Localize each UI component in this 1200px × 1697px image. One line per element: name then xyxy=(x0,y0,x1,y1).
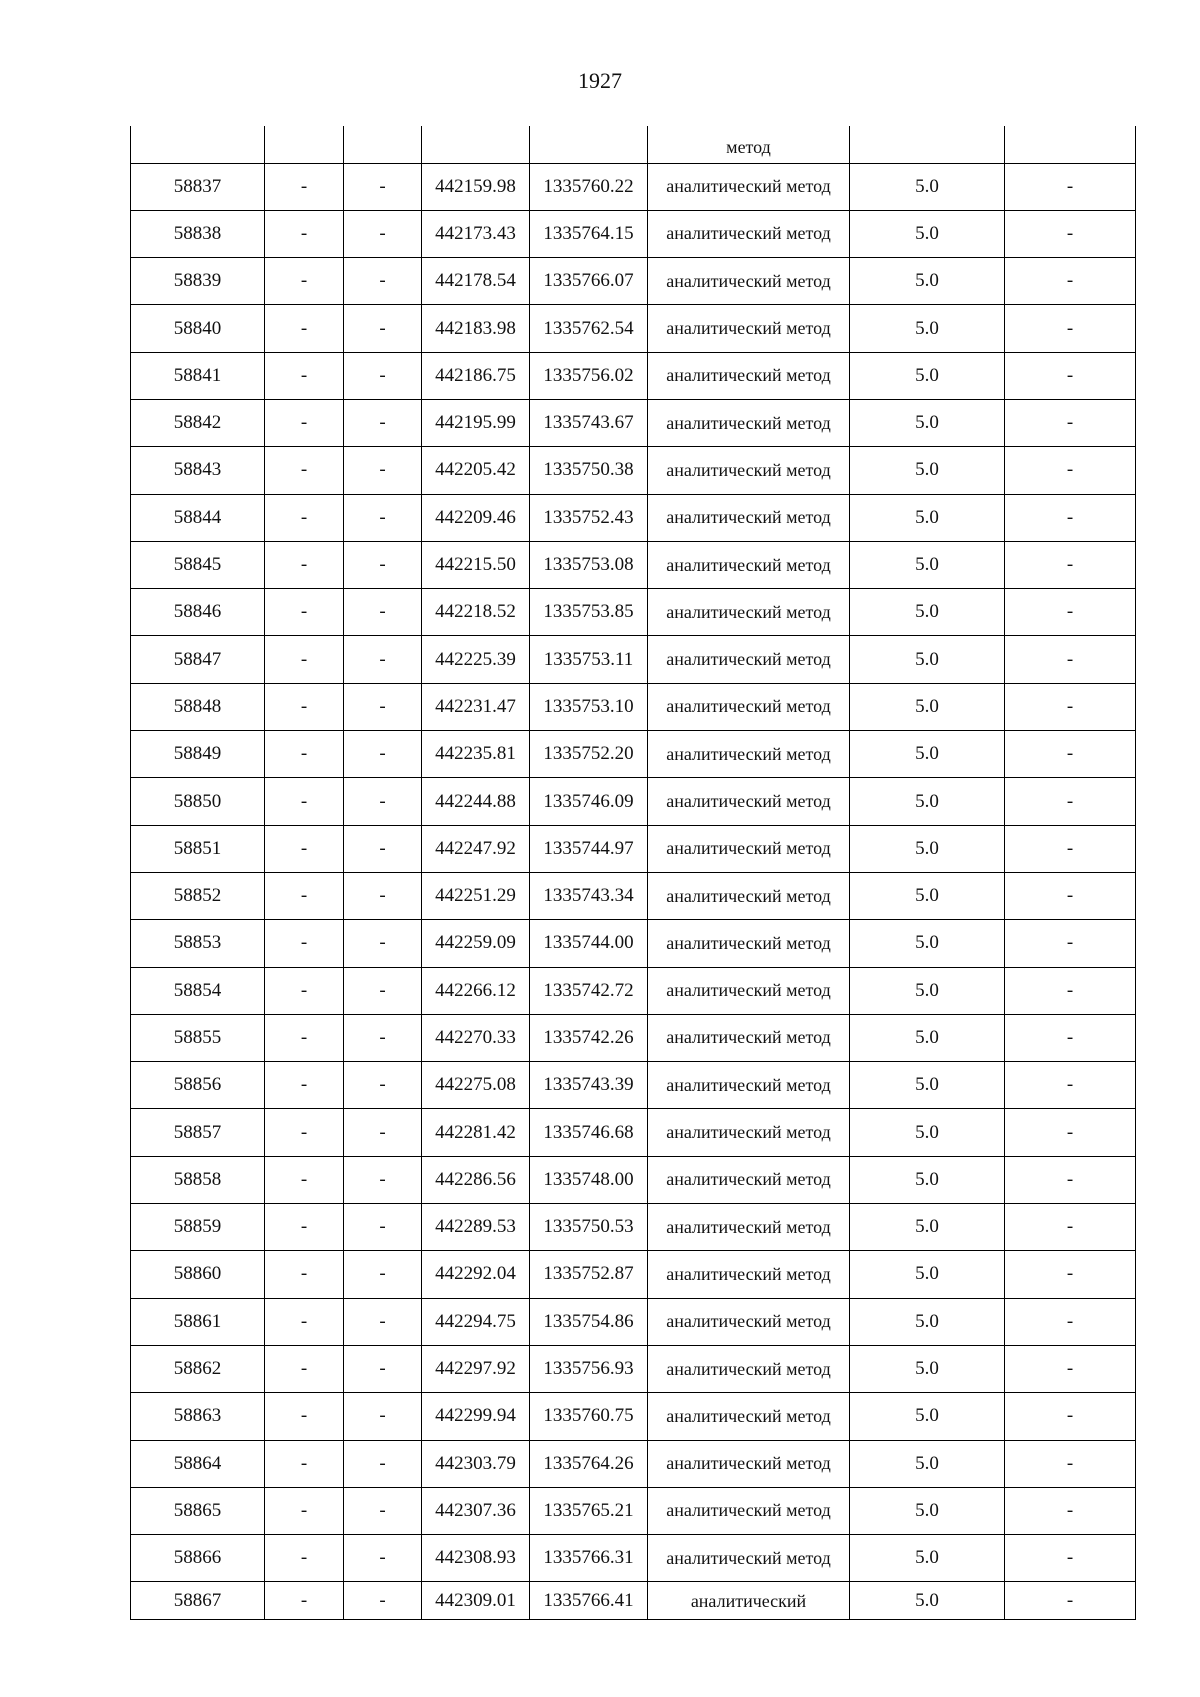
x-coordinate-cell: 442299.94 xyxy=(422,1393,530,1440)
dash-cell: - xyxy=(344,258,422,305)
method-cell: аналитический метод xyxy=(648,163,850,210)
table-row xyxy=(131,1062,1136,1109)
dash-cell: - xyxy=(1005,163,1136,210)
point-id-cell: 58844 xyxy=(131,494,265,541)
y-coordinate-cell: 1335753.08 xyxy=(530,541,648,588)
method-cell: аналитический метод xyxy=(648,589,850,636)
dash-cell: - xyxy=(344,1109,422,1156)
dash-cell: - xyxy=(344,1251,422,1298)
dash-cell: - xyxy=(265,494,344,541)
table-row xyxy=(131,778,1136,825)
dash-cell: - xyxy=(1005,589,1136,636)
x-coordinate-cell: 442286.56 xyxy=(422,1156,530,1203)
point-id-cell: 58866 xyxy=(131,1535,265,1582)
y-coordinate-cell: 1335746.68 xyxy=(530,1109,648,1156)
method-cell: аналитический метод xyxy=(648,731,850,778)
table-row xyxy=(131,1014,1136,1061)
dash-cell: - xyxy=(265,352,344,399)
method-cell: аналитический метод xyxy=(648,1440,850,1487)
accuracy-cell: 5.0 xyxy=(850,1582,1005,1620)
dash-cell: - xyxy=(344,1393,422,1440)
page-number: 1927 xyxy=(578,68,622,93)
dash-cell: - xyxy=(265,541,344,588)
accuracy-cell: 5.0 xyxy=(850,1109,1005,1156)
accuracy-cell: 5.0 xyxy=(850,258,1005,305)
accuracy-cell: 5.0 xyxy=(850,210,1005,257)
x-coordinate-cell: 442225.39 xyxy=(422,636,530,683)
dash-cell: - xyxy=(265,210,344,257)
x-coordinate-cell: 442231.47 xyxy=(422,683,530,730)
dash-cell: - xyxy=(265,1204,344,1251)
dash-cell: - xyxy=(265,163,344,210)
x-coordinate-cell: 442209.46 xyxy=(422,494,530,541)
dash-cell: - xyxy=(1005,920,1136,967)
dash-cell: - xyxy=(1005,1014,1136,1061)
accuracy-cell: 5.0 xyxy=(850,399,1005,446)
accuracy-cell: 5.0 xyxy=(850,1062,1005,1109)
dash-cell: - xyxy=(265,1393,344,1440)
accuracy-cell: 5.0 xyxy=(850,1204,1005,1251)
table-row xyxy=(131,1345,1136,1392)
dash-cell: - xyxy=(1005,305,1136,352)
accuracy-cell: 5.0 xyxy=(850,825,1005,872)
coordinates-table xyxy=(130,126,1136,1620)
table-row xyxy=(131,1204,1136,1251)
dash-cell: - xyxy=(1005,1487,1136,1534)
table-row xyxy=(131,1393,1136,1440)
y-coordinate-cell: 1335760.22 xyxy=(530,163,648,210)
method-cell: аналитический метод xyxy=(648,210,850,257)
dash-cell: - xyxy=(344,683,422,730)
x-coordinate-cell: 442178.54 xyxy=(422,258,530,305)
table-row xyxy=(131,731,1136,778)
dash-cell: - xyxy=(265,778,344,825)
point-id-cell: 58857 xyxy=(131,1109,265,1156)
dash-cell: - xyxy=(344,589,422,636)
dash-cell: - xyxy=(1005,1109,1136,1156)
table-row xyxy=(131,967,1136,1014)
x-coordinate-cell: 442275.08 xyxy=(422,1062,530,1109)
x-coordinate-cell: 442195.99 xyxy=(422,399,530,446)
table-row xyxy=(131,1582,1136,1620)
y-coordinate-cell: 1335742.26 xyxy=(530,1014,648,1061)
method-cell: аналитический метод xyxy=(648,1062,850,1109)
point-id-cell: 58863 xyxy=(131,1393,265,1440)
dash-cell: - xyxy=(1005,1345,1136,1392)
dash-cell: - xyxy=(1005,1156,1136,1203)
point-id-cell: 58840 xyxy=(131,305,265,352)
point-id-cell: 58855 xyxy=(131,1014,265,1061)
dash-cell: - xyxy=(344,825,422,872)
dash-cell: - xyxy=(1005,1204,1136,1251)
table-cell xyxy=(131,126,265,163)
y-coordinate-cell: 1335744.97 xyxy=(530,825,648,872)
point-id-cell: 58856 xyxy=(131,1062,265,1109)
y-coordinate-cell: 1335764.15 xyxy=(530,210,648,257)
point-id-cell: 58861 xyxy=(131,1298,265,1345)
dash-cell: - xyxy=(265,825,344,872)
point-id-cell: 58845 xyxy=(131,541,265,588)
method-cell: аналитический метод xyxy=(648,1393,850,1440)
dash-cell: - xyxy=(265,731,344,778)
dash-cell: - xyxy=(1005,399,1136,446)
method-cell: аналитический метод xyxy=(648,1487,850,1534)
y-coordinate-cell: 1335750.38 xyxy=(530,447,648,494)
y-coordinate-cell: 1335760.75 xyxy=(530,1393,648,1440)
dash-cell: - xyxy=(1005,1535,1136,1582)
x-coordinate-cell: 442205.42 xyxy=(422,447,530,494)
point-id-cell: 58842 xyxy=(131,399,265,446)
dash-cell: - xyxy=(1005,731,1136,778)
dash-cell: - xyxy=(265,258,344,305)
dash-cell: - xyxy=(344,1582,422,1620)
y-coordinate-cell: 1335752.20 xyxy=(530,731,648,778)
point-id-cell: 58859 xyxy=(131,1204,265,1251)
dash-cell: - xyxy=(1005,1582,1136,1620)
x-coordinate-cell: 442251.29 xyxy=(422,872,530,919)
accuracy-cell: 5.0 xyxy=(850,541,1005,588)
x-coordinate-cell: 442183.98 xyxy=(422,305,530,352)
table-row xyxy=(131,541,1136,588)
y-coordinate-cell: 1335753.11 xyxy=(530,636,648,683)
dash-cell: - xyxy=(265,399,344,446)
dash-cell: - xyxy=(344,1156,422,1203)
dash-cell: - xyxy=(344,541,422,588)
y-coordinate-cell: 1335766.41 xyxy=(530,1582,648,1620)
method-cell: аналитический метод xyxy=(648,683,850,730)
accuracy-cell: 5.0 xyxy=(850,163,1005,210)
dash-cell: - xyxy=(1005,1062,1136,1109)
x-coordinate-cell: 442173.43 xyxy=(422,210,530,257)
accuracy-cell: 5.0 xyxy=(850,1487,1005,1534)
point-id-cell: 58858 xyxy=(131,1156,265,1203)
dash-cell: - xyxy=(265,1109,344,1156)
y-coordinate-cell: 1335746.09 xyxy=(530,778,648,825)
x-coordinate-cell: 442303.79 xyxy=(422,1440,530,1487)
table-cell xyxy=(265,126,344,163)
point-id-cell: 58843 xyxy=(131,447,265,494)
point-id-cell: 58853 xyxy=(131,920,265,967)
point-id-cell: 58846 xyxy=(131,589,265,636)
accuracy-cell: 5.0 xyxy=(850,1393,1005,1440)
y-coordinate-cell: 1335756.02 xyxy=(530,352,648,399)
point-id-cell: 58867 xyxy=(131,1582,265,1620)
dash-cell: - xyxy=(344,1298,422,1345)
dash-cell: - xyxy=(1005,872,1136,919)
x-coordinate-cell: 442266.12 xyxy=(422,967,530,1014)
x-coordinate-cell: 442289.53 xyxy=(422,1204,530,1251)
dash-cell: - xyxy=(1005,825,1136,872)
y-coordinate-cell: 1335752.43 xyxy=(530,494,648,541)
point-id-cell: 58852 xyxy=(131,872,265,919)
dash-cell: - xyxy=(344,447,422,494)
accuracy-cell: 5.0 xyxy=(850,967,1005,1014)
dash-cell: - xyxy=(265,636,344,683)
dash-cell: - xyxy=(344,1440,422,1487)
table-row xyxy=(131,920,1136,967)
dash-cell: - xyxy=(1005,778,1136,825)
table-cell xyxy=(530,126,648,163)
dash-cell: - xyxy=(344,494,422,541)
table-row xyxy=(131,636,1136,683)
table-row xyxy=(131,683,1136,730)
y-coordinate-cell: 1335743.39 xyxy=(530,1062,648,1109)
dash-cell: - xyxy=(1005,447,1136,494)
y-coordinate-cell: 1335762.54 xyxy=(530,305,648,352)
accuracy-cell: 5.0 xyxy=(850,589,1005,636)
method-cell: аналитический метод xyxy=(648,1298,850,1345)
dash-cell: - xyxy=(344,872,422,919)
method-cell: аналитический метод xyxy=(648,258,850,305)
dash-cell: - xyxy=(265,447,344,494)
y-coordinate-cell: 1335743.34 xyxy=(530,872,648,919)
x-coordinate-cell: 442218.52 xyxy=(422,589,530,636)
accuracy-cell: 5.0 xyxy=(850,636,1005,683)
table-row xyxy=(131,210,1136,257)
point-id-cell: 58860 xyxy=(131,1251,265,1298)
dash-cell: - xyxy=(265,872,344,919)
y-coordinate-cell: 1335766.07 xyxy=(530,258,648,305)
dash-cell: - xyxy=(1005,683,1136,730)
method-cell: аналитический метод xyxy=(648,967,850,1014)
accuracy-cell: 5.0 xyxy=(850,920,1005,967)
table-row xyxy=(131,589,1136,636)
y-coordinate-cell: 1335765.21 xyxy=(530,1487,648,1534)
dash-cell: - xyxy=(1005,1298,1136,1345)
method-cell: аналитический метод xyxy=(648,399,850,446)
dash-cell: - xyxy=(265,1487,344,1534)
dash-cell: - xyxy=(344,920,422,967)
dash-cell: - xyxy=(344,1014,422,1061)
method-cell: метод xyxy=(648,126,850,163)
y-coordinate-cell: 1335764.26 xyxy=(530,1440,648,1487)
dash-cell: - xyxy=(344,731,422,778)
y-coordinate-cell: 1335756.93 xyxy=(530,1345,648,1392)
method-cell: аналитический xyxy=(648,1582,850,1620)
x-coordinate-cell: 442309.01 xyxy=(422,1582,530,1620)
dash-cell: - xyxy=(1005,210,1136,257)
accuracy-cell: 5.0 xyxy=(850,1298,1005,1345)
dash-cell: - xyxy=(265,1298,344,1345)
dash-cell: - xyxy=(1005,541,1136,588)
accuracy-cell: 5.0 xyxy=(850,1251,1005,1298)
dash-cell: - xyxy=(1005,352,1136,399)
x-coordinate-cell: 442215.50 xyxy=(422,541,530,588)
x-coordinate-cell: 442294.75 xyxy=(422,1298,530,1345)
dash-cell: - xyxy=(265,1062,344,1109)
x-coordinate-cell: 442308.93 xyxy=(422,1535,530,1582)
dash-cell: - xyxy=(1005,636,1136,683)
table-cell xyxy=(1005,126,1136,163)
table-row xyxy=(131,399,1136,446)
dash-cell: - xyxy=(344,1204,422,1251)
table-row xyxy=(131,305,1136,352)
method-cell: аналитический метод xyxy=(648,1204,850,1251)
table-cell xyxy=(344,126,422,163)
point-id-cell: 58849 xyxy=(131,731,265,778)
point-id-cell: 58841 xyxy=(131,352,265,399)
accuracy-cell: 5.0 xyxy=(850,778,1005,825)
dash-cell: - xyxy=(265,1156,344,1203)
dash-cell: - xyxy=(344,210,422,257)
dash-cell: - xyxy=(1005,967,1136,1014)
dash-cell: - xyxy=(265,1582,344,1620)
table-cell xyxy=(422,126,530,163)
table-row xyxy=(131,1487,1136,1534)
x-coordinate-cell: 442186.75 xyxy=(422,352,530,399)
dash-cell: - xyxy=(1005,494,1136,541)
point-id-cell: 58847 xyxy=(131,636,265,683)
method-cell: аналитический метод xyxy=(648,636,850,683)
y-coordinate-cell: 1335753.85 xyxy=(530,589,648,636)
dash-cell: - xyxy=(1005,1393,1136,1440)
method-cell: аналитический метод xyxy=(648,541,850,588)
table-row xyxy=(131,1298,1136,1345)
dash-cell: - xyxy=(344,1487,422,1534)
method-cell: аналитический метод xyxy=(648,1156,850,1203)
table-row xyxy=(131,1251,1136,1298)
x-coordinate-cell: 442297.92 xyxy=(422,1345,530,1392)
method-cell: аналитический метод xyxy=(648,494,850,541)
table-row xyxy=(131,1535,1136,1582)
x-coordinate-cell: 442281.42 xyxy=(422,1109,530,1156)
dash-cell: - xyxy=(344,399,422,446)
accuracy-cell: 5.0 xyxy=(850,352,1005,399)
dash-cell: - xyxy=(1005,258,1136,305)
accuracy-cell: 5.0 xyxy=(850,1535,1005,1582)
point-id-cell: 58862 xyxy=(131,1345,265,1392)
dash-cell: - xyxy=(265,305,344,352)
x-coordinate-cell: 442159.98 xyxy=(422,163,530,210)
dash-cell: - xyxy=(344,1062,422,1109)
method-cell: аналитический метод xyxy=(648,1109,850,1156)
point-id-cell: 58848 xyxy=(131,683,265,730)
y-coordinate-cell: 1335754.86 xyxy=(530,1298,648,1345)
table-body xyxy=(131,126,1136,1620)
dash-cell: - xyxy=(344,1345,422,1392)
table-row xyxy=(131,1156,1136,1203)
method-cell: аналитический метод xyxy=(648,778,850,825)
dash-cell: - xyxy=(265,1535,344,1582)
y-coordinate-cell: 1335750.53 xyxy=(530,1204,648,1251)
y-coordinate-cell: 1335753.10 xyxy=(530,683,648,730)
point-id-cell: 58865 xyxy=(131,1487,265,1534)
dash-cell: - xyxy=(1005,1440,1136,1487)
point-id-cell: 58864 xyxy=(131,1440,265,1487)
dash-cell: - xyxy=(265,1440,344,1487)
x-coordinate-cell: 442235.81 xyxy=(422,731,530,778)
point-id-cell: 58854 xyxy=(131,967,265,1014)
x-coordinate-cell: 442270.33 xyxy=(422,1014,530,1061)
point-id-cell: 58850 xyxy=(131,778,265,825)
y-coordinate-cell: 1335766.31 xyxy=(530,1535,648,1582)
x-coordinate-cell: 442259.09 xyxy=(422,920,530,967)
dash-cell: - xyxy=(265,1251,344,1298)
accuracy-cell: 5.0 xyxy=(850,305,1005,352)
method-cell: аналитический метод xyxy=(648,920,850,967)
dash-cell: - xyxy=(344,778,422,825)
table-row xyxy=(131,872,1136,919)
dash-cell: - xyxy=(344,636,422,683)
x-coordinate-cell: 442247.92 xyxy=(422,825,530,872)
table-cell xyxy=(850,126,1005,163)
dash-cell: - xyxy=(265,683,344,730)
accuracy-cell: 5.0 xyxy=(850,1440,1005,1487)
y-coordinate-cell: 1335743.67 xyxy=(530,399,648,446)
dash-cell: - xyxy=(344,305,422,352)
table-row xyxy=(131,163,1136,210)
accuracy-cell: 5.0 xyxy=(850,1014,1005,1061)
accuracy-cell: 5.0 xyxy=(850,1345,1005,1392)
method-cell: аналитический метод xyxy=(648,447,850,494)
dash-cell: - xyxy=(265,967,344,1014)
method-cell: аналитический метод xyxy=(648,1345,850,1392)
dash-cell: - xyxy=(344,967,422,1014)
table-row xyxy=(131,494,1136,541)
method-cell: аналитический метод xyxy=(648,872,850,919)
method-cell: аналитический метод xyxy=(648,1014,850,1061)
accuracy-cell: 5.0 xyxy=(850,494,1005,541)
table-row xyxy=(131,1109,1136,1156)
method-cell: аналитический метод xyxy=(648,305,850,352)
y-coordinate-cell: 1335752.87 xyxy=(530,1251,648,1298)
table-row xyxy=(131,1440,1136,1487)
y-coordinate-cell: 1335742.72 xyxy=(530,967,648,1014)
accuracy-cell: 5.0 xyxy=(850,447,1005,494)
accuracy-cell: 5.0 xyxy=(850,731,1005,778)
table-row xyxy=(131,258,1136,305)
table-row-continuation xyxy=(131,126,1136,163)
dash-cell: - xyxy=(265,920,344,967)
point-id-cell: 58837 xyxy=(131,163,265,210)
x-coordinate-cell: 442292.04 xyxy=(422,1251,530,1298)
dash-cell: - xyxy=(344,163,422,210)
accuracy-cell: 5.0 xyxy=(850,872,1005,919)
y-coordinate-cell: 1335748.00 xyxy=(530,1156,648,1203)
table-row xyxy=(131,447,1136,494)
point-id-cell: 58839 xyxy=(131,258,265,305)
x-coordinate-cell: 442307.36 xyxy=(422,1487,530,1534)
method-cell: аналитический метод xyxy=(648,1535,850,1582)
x-coordinate-cell: 442244.88 xyxy=(422,778,530,825)
y-coordinate-cell: 1335744.00 xyxy=(530,920,648,967)
accuracy-cell: 5.0 xyxy=(850,683,1005,730)
table-row xyxy=(131,825,1136,872)
accuracy-cell: 5.0 xyxy=(850,1156,1005,1203)
dash-cell: - xyxy=(1005,1251,1136,1298)
dash-cell: - xyxy=(265,1345,344,1392)
dash-cell: - xyxy=(344,1535,422,1582)
method-cell: аналитический метод xyxy=(648,1251,850,1298)
dash-cell: - xyxy=(344,352,422,399)
method-cell: аналитический метод xyxy=(648,352,850,399)
dash-cell: - xyxy=(265,1014,344,1061)
table-row xyxy=(131,352,1136,399)
point-id-cell: 58851 xyxy=(131,825,265,872)
dash-cell: - xyxy=(265,589,344,636)
point-id-cell: 58838 xyxy=(131,210,265,257)
method-cell: аналитический метод xyxy=(648,825,850,872)
